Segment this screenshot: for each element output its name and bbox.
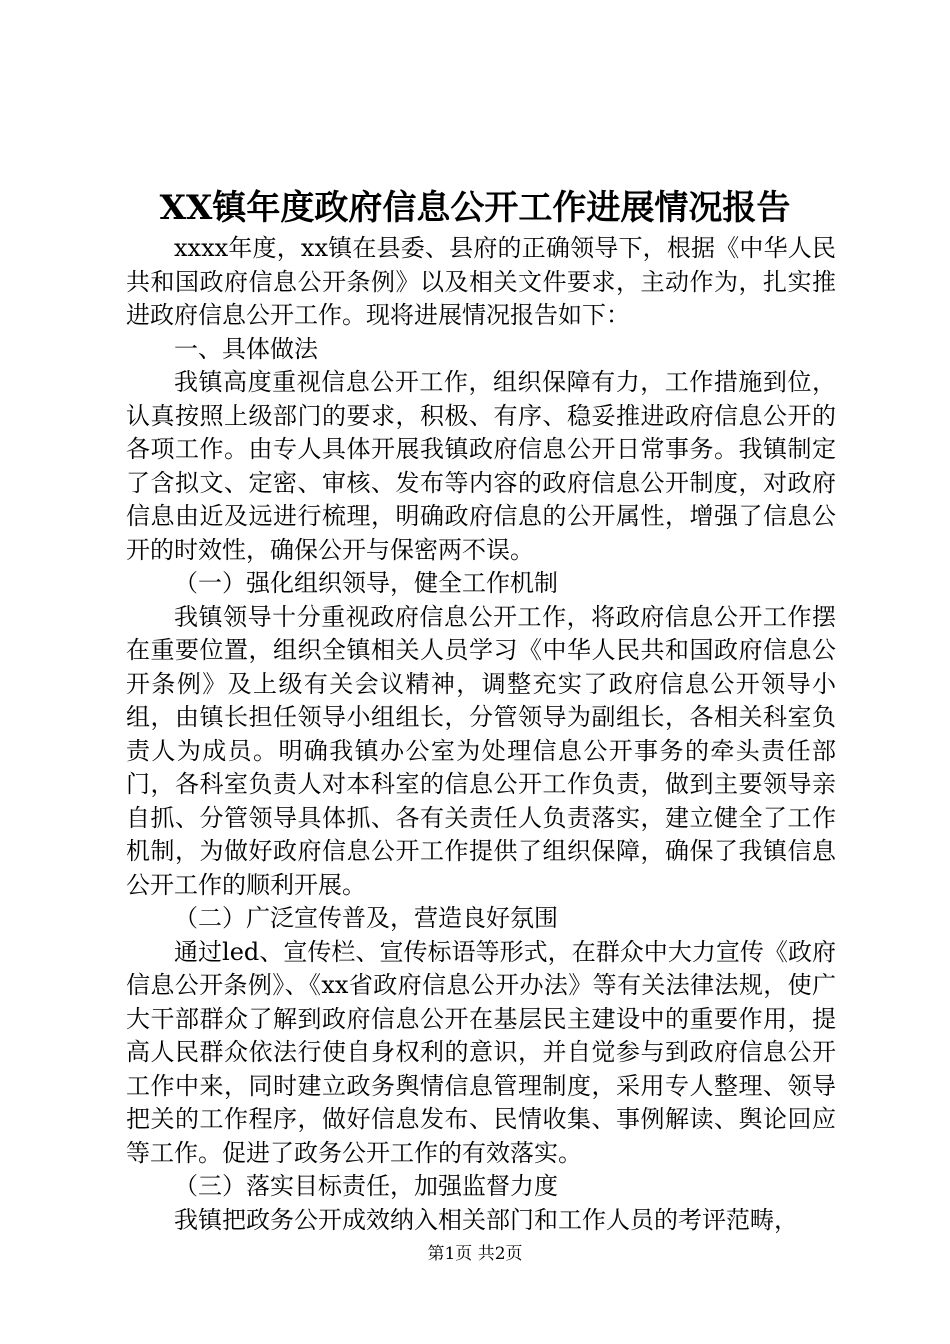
subsection-heading-2: （二）广泛宣传普及，营造良好氛围: [174, 904, 558, 932]
section-heading-1: 一、具体做法: [174, 334, 318, 363]
intro-paragraph: xxxx年度，xx镇在县委、县府的正确领导下，根据《中华人民共和国政府信息公开条例》以及相关文件要求，主动作为，扎实推进政府信息公开工作。现将进展情况报告如下：: [126, 234, 836, 329]
document-body: [126, 232, 836, 1237]
page-footer: 第1页 共2页: [427, 1244, 523, 1264]
document-title: XX镇年度政府信息公开工作进展情况报告: [159, 188, 791, 228]
subsection-heading-3: （三）落实目标责任，加强监督力度: [174, 1172, 558, 1200]
subsection-heading-1: （一）强化组织领导，健全工作机制: [174, 569, 558, 597]
body-paragraph: 我镇把政务公开成效纳入相关部门和工作人员的考评范畴，: [174, 1205, 798, 1234]
body-paragraph: 我镇高度重视信息公开工作，组织保障有力，工作措施到位，认真按照上级部门的要求，积极、有序、稳妥推进政府信息公开的各项工作。由专人具体开展我镇政府信息公开日常事务。我镇制定了含拟文、定密、审核、发布等内容的政府信息公开制度，对政府信息由近及远进行梳理，明确政府信息的公开属性，增强了信息公开的时效性，确保公开与保密两不误。: [126, 368, 836, 564]
body-paragraph: 通过led、宣传栏、宣传标语等形式，在群众中大力宣传《政府信息公开条例》、《xx省政府信息公开办法》等有关法律法规，使广大干部群众了解到政府信息公开在基层民主建设中的重要作用，提高人民群众依法行使自身权利的意识，并自觉参与到政府信息公开工作中来，同时建立政务舆情信息管理制度，采用专人整理、领导把关的工作程序，做好信息发布、民情收集、事例解读、舆论回应等工作。促进了政务公开工作的有效落实。: [126, 937, 836, 1167]
body-paragraph: 我镇领导十分重视政府信息公开工作，将政府信息公开工作摆在重要位置，组织全镇相关人员学习《中华人民共和国政府信息公开条例》及上级有关会议精神，调整充实了政府信息公开领导小组，由镇长担任领导小组组长，分管领导为副组长，各相关科室负责人为成员。明确我镇办公室为处理信息公开事务的牵头责任部门，各科室负责人对本科室的信息公开工作负责，做到主要领导亲自抓、分管领导具体抓、各有关责任人负责落实，建立健全了工作机制，为做好政府信息公开工作提供了组织保障，确保了我镇信息公开工作的顺利开展。: [126, 602, 836, 899]
